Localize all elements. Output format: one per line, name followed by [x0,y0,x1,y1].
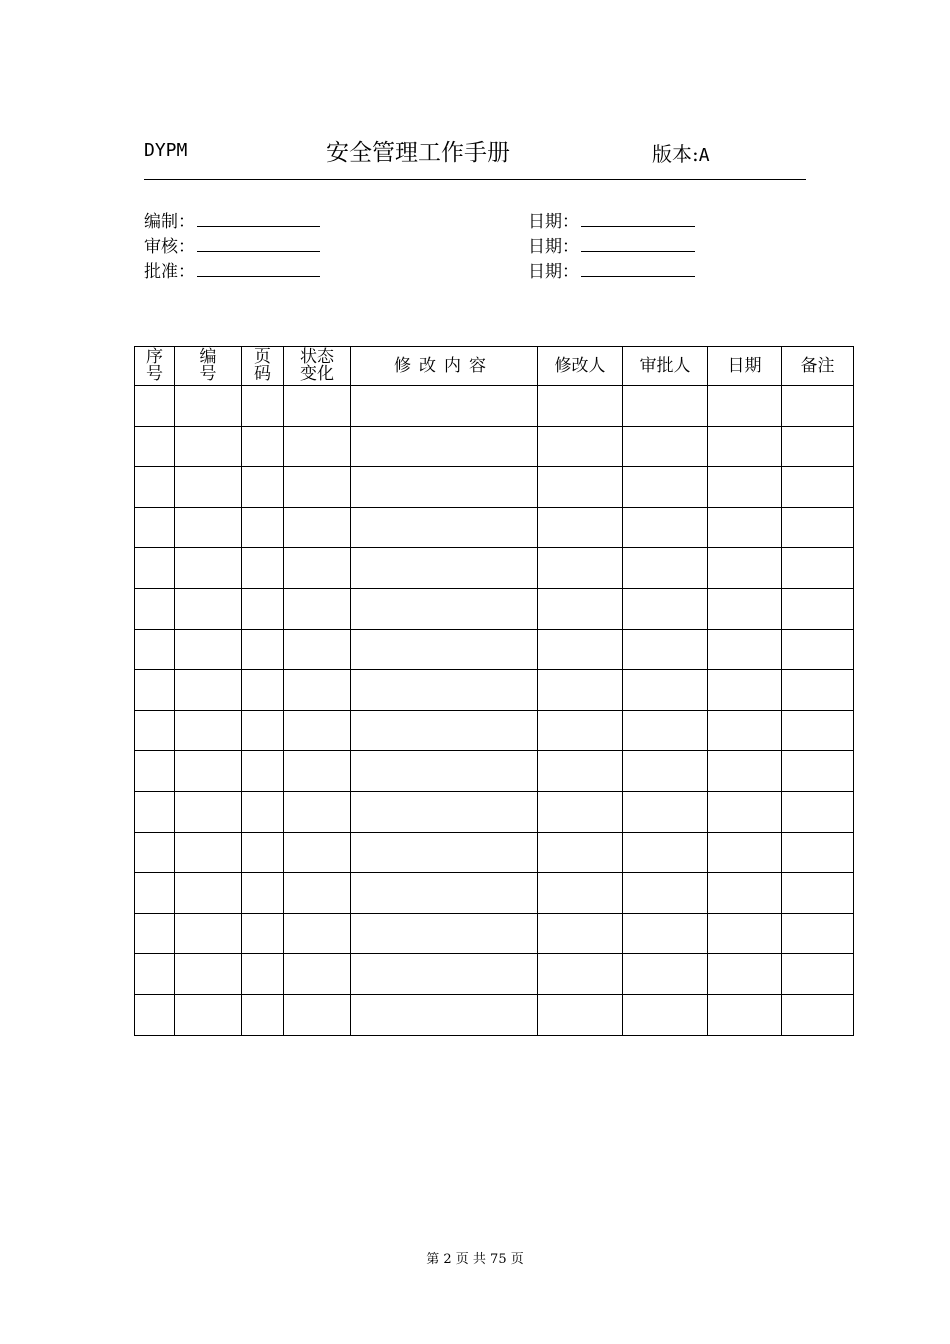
table-cell[interactable] [284,548,351,589]
table-cell[interactable] [175,873,242,914]
table-cell[interactable] [135,832,175,873]
table-cell[interactable] [623,791,708,832]
table-cell[interactable] [284,670,351,711]
table-cell[interactable] [538,873,623,914]
approved-date-blank[interactable] [581,261,695,277]
table-cell[interactable] [135,386,175,427]
table-cell[interactable] [284,913,351,954]
table-cell[interactable] [538,832,623,873]
table-cell[interactable] [175,426,242,467]
page-number: 第 2 页 共 75 页 [426,1252,524,1267]
table-cell[interactable] [175,467,242,508]
table-cell[interactable] [135,629,175,670]
table-cell[interactable] [708,791,782,832]
table-cell[interactable] [623,548,708,589]
table-row [135,467,854,508]
table-cell[interactable] [284,386,351,427]
table-cell[interactable] [708,832,782,873]
table-cell[interactable] [782,548,854,589]
table-cell[interactable] [351,629,538,670]
table-cell[interactable] [351,913,538,954]
table-cell[interactable] [782,751,854,792]
table-cell[interactable] [175,954,242,995]
table-cell[interactable] [782,873,854,914]
table-cell[interactable] [351,751,538,792]
table-cell[interactable] [135,913,175,954]
table-cell[interactable] [708,954,782,995]
header-divider [144,179,806,180]
compiled-blank[interactable] [197,211,320,227]
document-title: 安全管理工作手册 [326,140,510,166]
table-cell[interactable] [351,548,538,589]
table-cell[interactable] [135,751,175,792]
table-cell[interactable] [782,710,854,751]
table-cell[interactable] [623,873,708,914]
table-cell[interactable] [623,386,708,427]
table-cell[interactable] [708,548,782,589]
table-cell[interactable] [284,954,351,995]
approved-label: 批准： [144,262,195,282]
table-cell[interactable] [175,629,242,670]
header-seq: 序号 [135,347,175,386]
table-cell[interactable] [175,710,242,751]
table-cell[interactable] [135,548,175,589]
table-row [135,548,854,589]
table-cell[interactable] [782,913,854,954]
table-row [135,954,854,995]
table-cell[interactable] [135,467,175,508]
table-cell[interactable] [708,588,782,629]
table-cell[interactable] [623,426,708,467]
table-cell[interactable] [538,548,623,589]
table-cell[interactable] [242,670,284,711]
approved-blank[interactable] [197,261,320,277]
table-cell[interactable] [135,791,175,832]
table-cell[interactable] [538,670,623,711]
table-cell[interactable] [351,588,538,629]
table-cell[interactable] [242,426,284,467]
table-row [135,751,854,792]
table-cell[interactable] [782,467,854,508]
table-cell[interactable] [351,386,538,427]
table-cell[interactable] [782,507,854,548]
table-cell[interactable] [284,832,351,873]
header-approver: 审批人 [623,347,708,386]
table-cell[interactable] [708,507,782,548]
table-cell[interactable] [242,548,284,589]
table-cell[interactable] [538,710,623,751]
table-cell[interactable] [782,588,854,629]
table-header-row [135,347,854,386]
table-cell[interactable] [538,791,623,832]
table-cell[interactable] [284,467,351,508]
table-cell[interactable] [242,386,284,427]
header-content: 修改内容 [351,347,538,386]
table-row [135,791,854,832]
table-cell[interactable] [708,629,782,670]
table-cell[interactable] [623,670,708,711]
reviewed-date-field [528,232,695,257]
date-label: 日期： [528,212,579,232]
approved-by-field [144,257,320,282]
compiled-date-blank[interactable] [581,211,695,227]
table-row [135,426,854,467]
table-cell[interactable] [135,994,175,1035]
table-cell[interactable] [538,913,623,954]
header-date: 日期 [708,347,782,386]
table-cell[interactable] [538,994,623,1035]
table-cell[interactable] [284,751,351,792]
table-cell[interactable] [351,426,538,467]
table-cell[interactable] [708,913,782,954]
table-cell[interactable] [782,670,854,711]
table-cell[interactable] [708,994,782,1035]
table-cell[interactable] [538,507,623,548]
table-row [135,629,854,670]
header-page: 页码 [242,347,284,386]
table-cell[interactable] [175,994,242,1035]
table-cell[interactable] [135,670,175,711]
table-row [135,913,854,954]
table-cell[interactable] [782,994,854,1035]
table-row [135,710,854,751]
table-cell[interactable] [284,710,351,751]
table-cell[interactable] [708,670,782,711]
table-cell[interactable] [538,954,623,995]
table-cell[interactable] [708,710,782,751]
table-cell[interactable] [782,954,854,995]
table-cell[interactable] [538,629,623,670]
table-cell[interactable] [782,426,854,467]
table-cell[interactable] [708,386,782,427]
table-cell[interactable] [623,588,708,629]
table-cell[interactable] [242,588,284,629]
table-cell[interactable] [351,791,538,832]
table-cell[interactable] [708,751,782,792]
table-row [135,507,854,548]
version-value: A [698,145,710,166]
table-row [135,994,854,1035]
table-cell[interactable] [242,751,284,792]
table-cell[interactable] [175,670,242,711]
table-cell[interactable] [242,873,284,914]
table-cell[interactable] [242,832,284,873]
reviewed-label: 审核： [144,237,195,257]
table-cell[interactable] [623,913,708,954]
approved-date-field [528,257,695,282]
table-cell[interactable] [351,954,538,995]
table-cell[interactable] [623,710,708,751]
table-cell[interactable] [623,629,708,670]
table-cell[interactable] [175,913,242,954]
table-cell[interactable] [351,710,538,751]
table-cell[interactable] [284,507,351,548]
table-cell[interactable] [782,832,854,873]
table-cell[interactable] [623,467,708,508]
table-cell[interactable] [708,873,782,914]
table-cell[interactable] [135,710,175,751]
table-cell[interactable] [284,994,351,1035]
table-cell[interactable] [623,954,708,995]
table-cell[interactable] [175,386,242,427]
table-cell[interactable] [242,913,284,954]
table-cell[interactable] [782,386,854,427]
header-modifier: 修改人 [538,347,623,386]
table-cell[interactable] [538,426,623,467]
header-status-change: 状态变化 [284,347,351,386]
date-label: 日期： [528,237,579,257]
table-row [135,588,854,629]
table-cell[interactable] [623,832,708,873]
table-cell[interactable] [708,426,782,467]
table-cell[interactable] [538,467,623,508]
document-code: DYPM [144,140,188,161]
table-cell[interactable] [242,710,284,751]
revision-record-table [134,346,854,1036]
table-cell[interactable] [175,832,242,873]
table-cell[interactable] [175,588,242,629]
table-cell[interactable] [242,467,284,508]
table-cell[interactable] [242,629,284,670]
table-cell[interactable] [782,791,854,832]
table-row [135,386,854,427]
table-cell[interactable] [284,791,351,832]
table-cell[interactable] [538,751,623,792]
table-cell[interactable] [623,994,708,1035]
version-label: 版本: [652,142,699,166]
table-cell[interactable] [135,507,175,548]
table-row [135,670,854,711]
reviewed-blank[interactable] [197,236,320,252]
table-cell[interactable] [351,670,538,711]
table-row [135,832,854,873]
table-cell[interactable] [623,507,708,548]
table-cell[interactable] [351,994,538,1035]
table-cell[interactable] [242,791,284,832]
table-cell[interactable] [351,507,538,548]
table-cell[interactable] [135,873,175,914]
table-cell[interactable] [242,954,284,995]
compiled-label: 编制： [144,212,195,232]
table-cell[interactable] [284,426,351,467]
reviewed-by-field [144,232,320,257]
table-row [135,873,854,914]
page-header [0,0,950,190]
table-cell[interactable] [135,588,175,629]
table-cell[interactable] [351,873,538,914]
compiled-date-field [528,207,695,232]
header-remarks: 备注 [782,347,854,386]
table-cell[interactable] [351,467,538,508]
table-cell[interactable] [135,426,175,467]
table-cell[interactable] [284,588,351,629]
table-cell[interactable] [175,791,242,832]
table-cell[interactable] [284,873,351,914]
table-cell[interactable] [175,548,242,589]
header-number: 编号 [175,347,242,386]
table-cell[interactable] [242,994,284,1035]
table-cell[interactable] [782,629,854,670]
table-cell[interactable] [242,507,284,548]
table-cell[interactable] [351,832,538,873]
version-info [652,138,710,167]
table-cell[interactable] [708,467,782,508]
table-cell[interactable] [284,629,351,670]
date-label: 日期： [528,262,579,282]
compiled-by-field [144,207,320,232]
table-cell[interactable] [623,751,708,792]
table-cell[interactable] [175,751,242,792]
table-cell[interactable] [538,588,623,629]
table-cell[interactable] [175,507,242,548]
table-cell[interactable] [538,386,623,427]
reviewed-date-blank[interactable] [581,236,695,252]
table-cell[interactable] [135,954,175,995]
